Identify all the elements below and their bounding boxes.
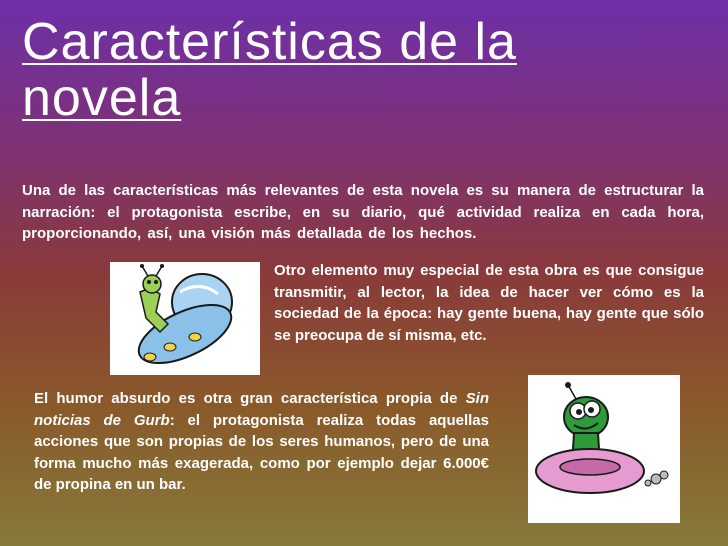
alien-on-ufo-illustration [110,262,260,375]
paragraph-society: Otro elemento muy especial de esta obra es que consigue transmitir, al lector, la idea de hacer ver cómo es la sociedad de la época: hay gente buena, hay gente que sólo se preocupa de sí misma, etc. [274,262,704,344]
paragraph-humor-intro: El humor absurdo es otra gran característica propia de [34,390,466,407]
slide-title: Características de la novela [22,13,517,127]
alien-saucer-drawing [528,375,680,523]
paragraph-humor-rest: : el protagonista realiza todas aquellas acciones que son propias de los seres humanos, pero de una forma mucho más exagerada, como por ejemplo dejar 6.000€ de propina en un bar. [34,411,489,493]
paragraph-humor [34,388,489,496]
paragraph-structure: Una de las características más relevantes de esta novela es su manera de estructurar la narración: el protagonista escribe, en su diario, qué actividad realiza en cada hora, proporcionando, así, una visión más detallada de los hechos. [22,182,704,242]
book-title: Sin noticias de Gurb [34,390,489,429]
alien-in-flying-saucer-illustration [528,375,680,523]
alien-ufo-drawing [110,262,260,375]
